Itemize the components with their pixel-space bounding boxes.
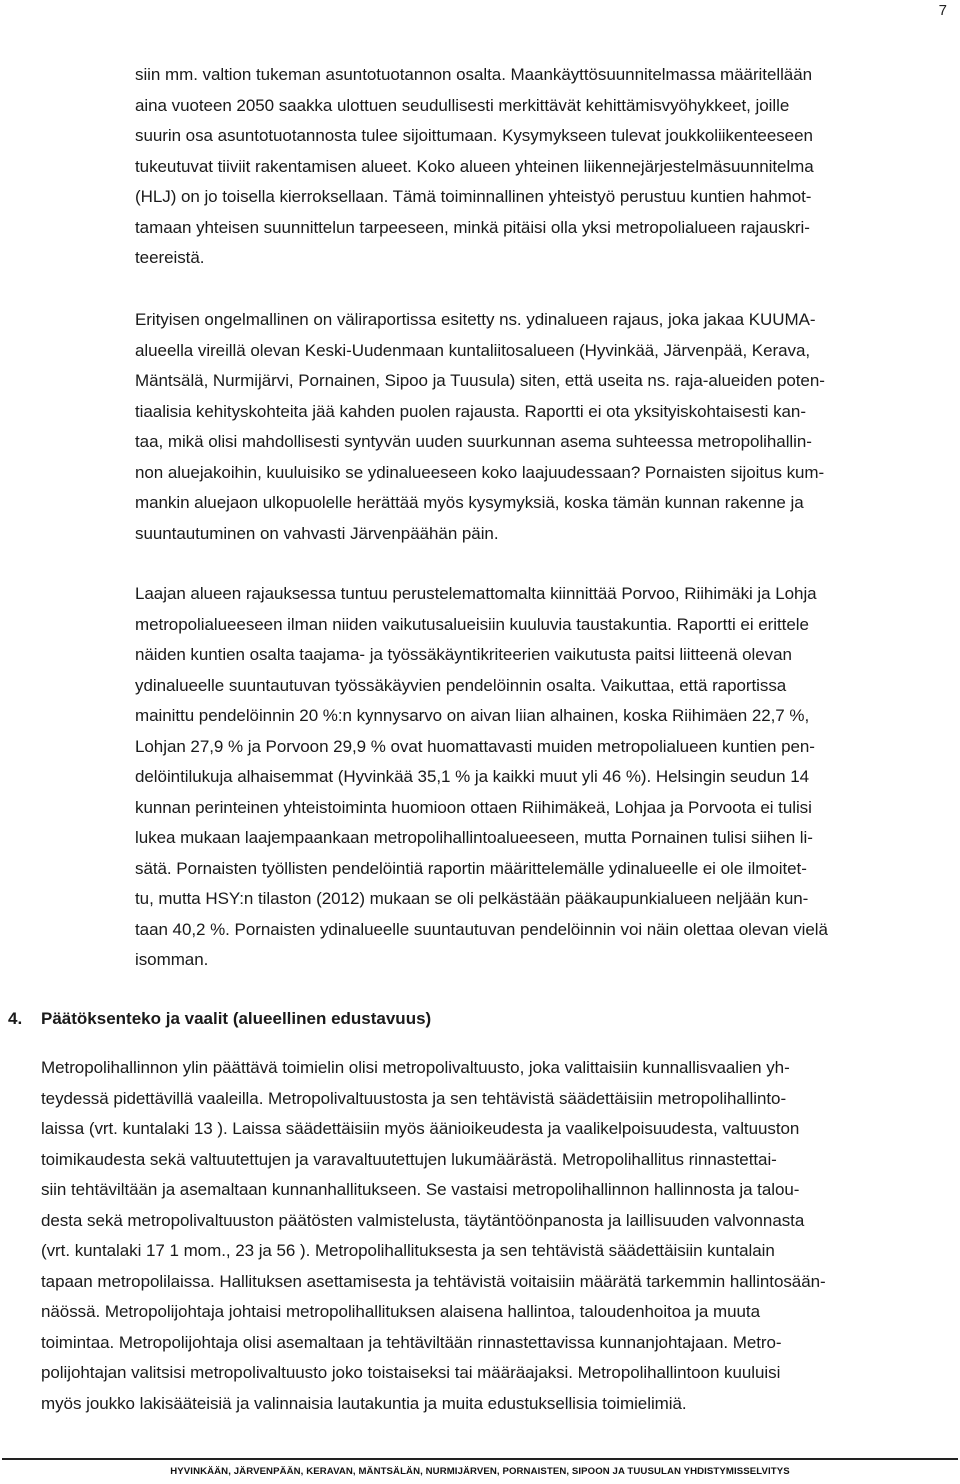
- text-line: siin mm. valtion tukeman asuntotuotannon osalta. Maankäyttösuunnitelmassa määritellään: [135, 65, 813, 84]
- page-number: 7: [938, 2, 947, 19]
- text-line: aina vuoteen 2050 saakka ulottuen seudullisesti merkittävät kehittämisvyöhykkeet, joille: [135, 95, 790, 115]
- text-line: non aluejakoihin, kuuluisiko se ydinalueeseen koko laajuudessaan? Pornaisten sijoitus kum-: [135, 462, 825, 482]
- section-title: Päätöksenteko ja vaalit (alueellinen edustavuus): [41, 1009, 432, 1028]
- text-line: Lohjan 27,9 % ja Porvoon 29,9 % ovat huomattavasti muiden metropolialueen kuntien pen-: [135, 736, 815, 756]
- paragraph-3: [135, 579, 953, 976]
- text-line: taan 40,2 %. Pornaisten ydinalueelle suuntautuvan pendelöinnin voi näin olettaa olevan vielä: [135, 919, 828, 939]
- text-line: näiden kuntien osalta taajama- ja työssäkäyntikriteerien vaikutusta paitsi liitteenä olevan: [135, 645, 792, 664]
- section-heading: [8, 1004, 431, 1034]
- text-line: myös joukko lakisääteisiä ja valinnaisia lautakuntia ja muita edustuksellisia toimielimiä.: [41, 1393, 687, 1413]
- text-line: tu, mutta HSY:n tilaston (2012) mukaan se oli pelkästään pääkaupunkialueen neljään kun-: [135, 889, 809, 908]
- text-line: metropolialueeseen ilman niiden vaikutusalueisiin kuuluvia taustakuntia. Raportti ei erittele: [135, 614, 809, 634]
- text-line: lukea mukaan laajempaankaan metropolihallintoalueeseen, mutta Pornainen tulisi siihen li-: [135, 828, 813, 847]
- text-line: toimintaa. Metropolijohtaja olisi asemaltaan ja tehtäviltään rinnastettavissa kunnanjohtajaan. Metro-: [41, 1332, 782, 1352]
- paragraph-4: [41, 1053, 951, 1419]
- text-line: tamaan yhteisen suunnittelun tarpeeseen, minkä pitäisi olla yksi metropolialueen rajauskri-: [135, 217, 810, 237]
- text-line: Metropolihallinnon ylin päättävä toimielin olisi metropolivaltuusto, joka valittaisiin kunnallisvaalien yh-: [41, 1058, 790, 1077]
- text-line: alueella vireillä olevan Keski-Uudenmaan kuntaliitosalueen (Hyvinkää, Järvenpää, Kerava,: [135, 340, 811, 360]
- text-line: taa, mikä olisi mahdollisesti syntyvän uuden suurkunnan asema suhteessa metropolihallin-: [135, 432, 812, 451]
- text-line: siin tehtäviltään ja asemaltaan kunnanhallitukseen. Se vastaisi metropolihallinnon hallinnosta ja talou-: [41, 1180, 800, 1199]
- text-line: tapaan metropolilaissa. Hallituksen asettamisesta ja tehtävistä voitaisiin määrätä tarkemmin hallintosään-: [41, 1271, 826, 1291]
- footer-text: HYVINKÄÄN, JÄRVENPÄÄN, KERAVAN, MÄNTSÄLÄN, NURMIJÄRVEN, PORNAISTEN, SIPOON JA TUUSULAN YHDISTYMISSELVITYS: [170, 1466, 790, 1477]
- text-line: sätä. Pornaisten työllisten pendelöintiä raportin määrittelemälle ydinalueelle ei ole ilmoitet-: [135, 858, 807, 878]
- text-line: tiaalisia kehityskohteita jää kahden puolen rajausta. Raportti ei ota yksityiskohtaisesti kan-: [135, 401, 806, 421]
- text-line: (vrt. kuntalaki 17 1 mom., 23 ja 56 ). Metropolihallituksesta ja sen tehtävistä säädettäisiin kuntalain: [41, 1241, 775, 1260]
- text-line: Laajan alueen rajauksessa tuntuu perustelemattomalta kiinnittää Porvoo, Riihimäki ja Lohja: [135, 584, 817, 603]
- text-line: mankin aluejaon ulkopuolelle herättää myös kysymyksiä, koska tämän kunnan rakenne ja: [135, 493, 804, 512]
- text-line: teydessä pidettävillä vaaleilla. Metropolivaltuustosta ja sen tehtävistä säädettäisiin metropolihallinto-: [41, 1088, 787, 1108]
- text-line: isomman.: [135, 950, 209, 969]
- text-line: mainittu pendelöinnin 20 %:n kynnysarvo on aivan liian alhainen, koska Riihimäen 22,7 %,: [135, 706, 810, 725]
- text-line: ydinalueelle suuntautuvan työssäkäyvien pendelöinnin osalta. Vaikuttaa, että raportissa: [135, 675, 787, 695]
- text-line: suurin osa asuntotuotannosta tulee sijoittumaan. Kysymykseen tulevat joukkoliikenteeseen: [135, 126, 813, 145]
- text-line: tukeutuvat tiiviit rakentamisen alueet. Koko alueen yhteinen liikennejärjestelmäsuunnitelma: [135, 156, 814, 176]
- text-line: teereistä.: [135, 248, 205, 267]
- paragraph-1: [135, 60, 953, 274]
- text-line: näössä. Metropolijohtaja johtaisi metropolihallituksen alaisena hallintoa, taloudenhoitoa ja muuta: [41, 1302, 761, 1321]
- text-line: kunnan perinteinen yhteistoiminta huomioon ottaen Riihimäkeä, Lohjaa ja Porvoota ei tulisi: [135, 797, 812, 817]
- text-line: toimikaudesta sekä valtuutettujen ja varavaltuutettujen lukumäärästä. Metropolihallitus rinnastettai-: [41, 1149, 777, 1169]
- section-number: 4.: [8, 1009, 23, 1028]
- text-line: desta sekä metropolivaltuuston päätösten valmistelusta, täytäntöönpanosta ja laillisuuden valvonnasta: [41, 1210, 805, 1230]
- text-line: delöintilukuja alhaisemmat (Hyvinkää 35,1 % ja kaikki muut yli 46 %). Helsingin seudun 14: [135, 767, 809, 786]
- paragraph-2: [135, 305, 953, 549]
- text-line: (HLJ) on jo toisella kierroksellaan. Tämä toiminnallinen yhteistyö perustuu kuntien hahmot-: [135, 187, 812, 206]
- text-line: Erityisen ongelmallinen on väliraportissa esitetty ns. ydinalueen rajaus, joka jakaa KUUMA-: [135, 310, 816, 329]
- footer-divider: [2, 1458, 958, 1460]
- text-line: Mäntsälä, Nurmijärvi, Pornainen, Sipoo ja Tuusula) siten, että useita ns. raja-alueiden poten-: [135, 371, 825, 390]
- text-line: polijohtajan valitsisi metropolivaltuusto joko toistaiseksi tai määräajaksi. Metropolihallintoon kuuluisi: [41, 1363, 781, 1382]
- text-line: suuntautuminen on vahvasti Järvenpäähän päin.: [135, 523, 499, 543]
- text-line: laissa (vrt. kuntalaki 13 ). Laissa säädettäisiin myös äänioikeudesta ja vaalikelpoisuudesta, valtuuston: [41, 1119, 800, 1138]
